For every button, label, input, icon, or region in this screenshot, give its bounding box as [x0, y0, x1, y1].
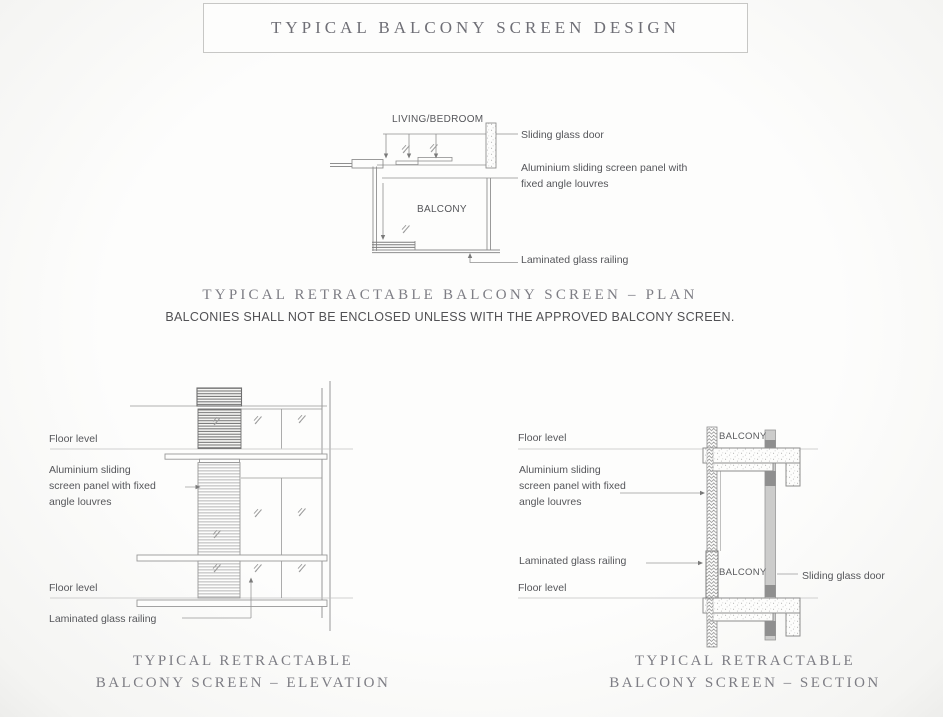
glass-mark [298, 564, 306, 572]
elevation-label-floor-level-bottom: Floor level [49, 582, 98, 594]
section-caption-line2: BALCONY SCREEN – SECTION [609, 675, 881, 691]
elevation-label-screen-panel: Aluminium sliding screen panel with fixed angle louvres [49, 464, 156, 508]
glass-mark [402, 145, 410, 153]
elevation-caption-line1: TYPICAL RETRACTABLE [132, 653, 354, 669]
plan-room-label: LIVING/BEDROOM [392, 114, 484, 125]
plan-drawing [330, 105, 520, 265]
glass-mark [298, 415, 306, 423]
glass-mark [254, 509, 262, 517]
elevation-slab-band [137, 555, 327, 561]
section-caption-line1: TYPICAL RETRACTABLE [634, 653, 856, 669]
section-label-screen-panel: Aluminium sliding screen panel with fixed angle louvres [519, 464, 626, 508]
elevation-slab-band [137, 600, 327, 607]
plan-label-laminated-glass-railing: Laminated glass railing [521, 254, 629, 266]
section-glass-railing [706, 551, 718, 598]
section-label-sliding-glass-door: Sliding glass door [802, 570, 885, 582]
glass-mark [254, 564, 262, 572]
section-caption [585, 650, 905, 694]
elevation-label-floor-level-top: Floor level [49, 433, 98, 445]
elevation-louvre-screen [198, 463, 240, 555]
section-label-floor-level-bottom: Floor level [518, 582, 567, 594]
plan-concrete-column [486, 123, 496, 168]
section-balcony-label-bottom: BALCONY [719, 567, 767, 578]
section-label-laminated-glass-railing: Laminated glass railing [519, 555, 627, 567]
plan-retracted-screen-stack [372, 241, 415, 250]
elevation-caption-line2: BALCONY SCREEN – ELEVATION [95, 675, 391, 691]
elevation-caption [83, 650, 403, 694]
sheet-title-box [203, 3, 748, 53]
plan-note: BALCONIES SHALL NOT BE ENCLOSED UNLESS WITH THE APPROVED BALCONY SCREEN. [165, 310, 735, 324]
elevation-label-laminated-glass-railing: Laminated glass railing [49, 613, 157, 625]
plan-balcony-right-wall [487, 178, 491, 250]
section-bottom-slab [703, 598, 800, 636]
plan-door-panel [418, 157, 452, 161]
plan-balcony-label: BALCONY [417, 204, 467, 215]
plan-railing-leader-line [470, 258, 518, 263]
plan-door-pocket [352, 160, 383, 169]
plan-door-panel [396, 161, 418, 165]
plan-balcony-left-wall [373, 167, 377, 252]
elevation-louvre-panel [197, 388, 242, 406]
plan-caption: TYPICAL RETRACTABLE BALCONY SCREEN – PLAN [202, 287, 698, 303]
sheet-title: TYPICAL BALCONY SCREEN DESIGN [271, 18, 680, 37]
elevation-slab-band [165, 454, 327, 459]
section-balcony-label-top: BALCONY [719, 431, 767, 442]
glass-mark [298, 508, 306, 516]
elevation-louvre-panel [198, 409, 241, 449]
glass-mark [402, 225, 410, 233]
section-top-slab [703, 448, 800, 486]
elevation-building-edge [322, 381, 330, 631]
plan-glass-railing-edge [372, 250, 500, 253]
plan-label-sliding-glass-door: Sliding glass door [521, 129, 604, 141]
section-label-floor-level-top: Floor level [518, 432, 567, 444]
plan-label-screen-panel: Aluminium sliding screen panel with fixed angle louvres [521, 162, 688, 190]
glass-mark [254, 416, 262, 424]
